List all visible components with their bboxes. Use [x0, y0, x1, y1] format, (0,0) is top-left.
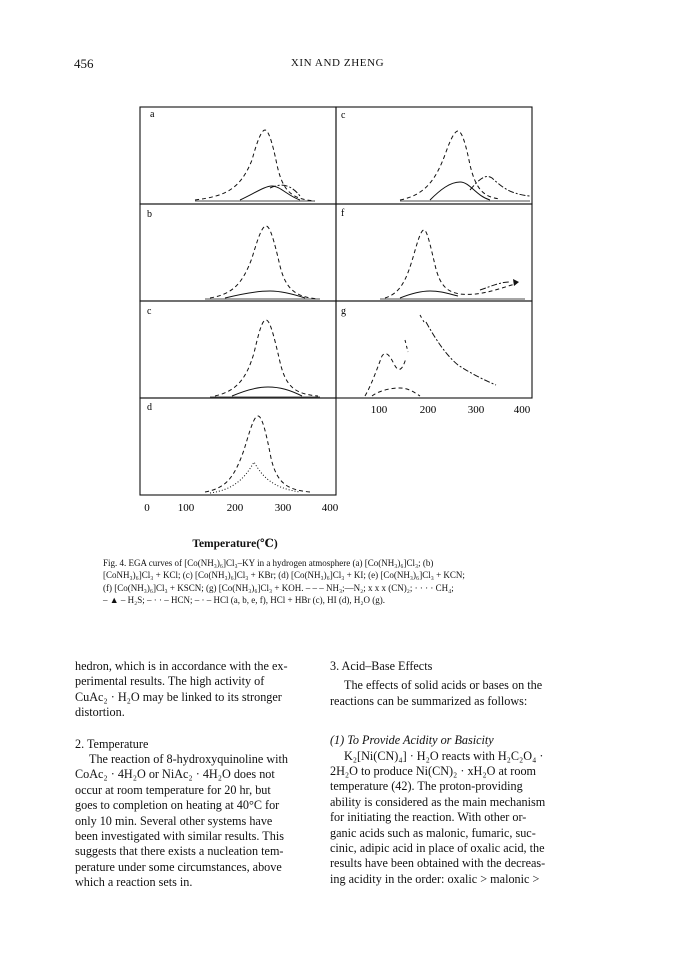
panel-b-curves [205, 226, 320, 299]
panel-label-b: b [147, 209, 152, 220]
caption-line: [CoNH₃)₆]Cl₃ + KCl; (c) [Co(NH₃)₆]Cl₃ + KBr; (d) [Co(NH₃)₆]Cl₃ + KI; (e) [Co(NH₃)₆]Cl₃ + KCN; [103, 570, 465, 581]
panel-f-curves [380, 230, 525, 299]
panel-f-frame [336, 204, 532, 301]
figure-caption [103, 557, 573, 607]
panel-label-e: c [341, 110, 346, 121]
running-title: XIN AND ZHENG [290, 57, 385, 69]
left-axis-tick-0: 0 [144, 502, 150, 514]
body-line: reactions can be summarized as follows: [330, 693, 528, 708]
body-line: for initiating the reaction. With other or- [330, 810, 527, 825]
body-line: K₂[Ni(CN)₄] · H₂O reacts with H₂C₂O₄ · [344, 748, 544, 763]
right-column [330, 659, 573, 887]
panel-label-d: d [147, 402, 152, 413]
body-line: only 10 min. Several other systems have [75, 813, 273, 828]
body-line: hedron, which is in accordance with the ex- [75, 659, 288, 673]
right-axis-tick-400: 400 [513, 404, 531, 416]
caption-line: (f) [Co(NH₃)₆]Cl₃ + KSCN; (g) [Co(NH₃)₆]Cl₃ + KOH. – – – NH₃;—N₂; x x x (CN)₂; · · · · CH₄; [103, 582, 454, 593]
body-line: 2H₂O to produce Ni(CN)₂ · xH₂O at room [330, 764, 537, 779]
body-line: ganic acids such as malonic, fumaric, suc- [330, 825, 536, 840]
left-axis-tick-400: 400 [321, 502, 339, 514]
body-line: which a reaction sets in. [75, 875, 193, 890]
section-heading: 2. Temperature [75, 736, 149, 751]
body-line: goes to completion on heating at 40°C for [75, 798, 280, 813]
panel-e-frame [336, 107, 532, 204]
body-line: temperature (42). The proton-providing [330, 779, 523, 794]
page-number: 456 [74, 56, 94, 71]
panel-a-curves [195, 130, 315, 201]
panel-g-frame [336, 301, 532, 398]
panel-d-curves [205, 416, 310, 493]
section-heading: 3. Acid–Base Effects [330, 659, 433, 673]
body-line: ability is considered as the main mechanism [330, 794, 546, 809]
panel-g-curves [365, 315, 496, 396]
caption-line: – ▲ – H₂S; – · · – HCN; – · – HCl (a, b, e, f), HCl + HBr (c), HI (d), H₂O (g). [103, 595, 385, 606]
left-axis-tick-200: 200 [226, 502, 244, 514]
panel-b-frame [140, 204, 336, 301]
body-line: results have been obtained with the decreas- [330, 856, 546, 871]
body-line: distortion. [75, 705, 125, 720]
right-axis-tick-200: 200 [419, 404, 437, 416]
body-line: ing acidity in the order: oxalic > malonic > [330, 871, 540, 886]
panel-c-frame [140, 301, 336, 398]
body-line: suggests that there exists a nucleation tem- [75, 844, 284, 859]
panel-label-g: g [341, 306, 346, 317]
body-line: occur at room temperature for 20 hr, but [75, 782, 271, 797]
left-axis-tick-300: 300 [274, 502, 292, 514]
body-line: been investigated with similar results. This [75, 829, 284, 844]
panel-a-frame [140, 107, 336, 204]
subsection-heading: (1) To Provide Acidity or Basicity [330, 733, 494, 748]
panel-label-c: c [147, 306, 152, 317]
panel-e-curves [400, 131, 530, 201]
caption-line: Fig. 4. EGA curves of [Co(NH₃)₆]Cl₃–KY in a hydrogen atmosphere (a) [Co(NH₃)₆]Cl₃; (b) [103, 558, 434, 568]
left-column [75, 659, 318, 891]
body-line: cinic, adipic acid in place of oxalic acid, the [330, 841, 545, 856]
body-line: CuAc₂ · H₂O may be linked to its stronger [75, 689, 282, 704]
x-axis-title: Temperature(℃) [192, 538, 278, 550]
body-line: The reaction of 8-hydroxyquinoline with [89, 752, 289, 767]
right-axis-tick-300: 300 [467, 404, 485, 416]
body-line: CoAc₂ · 4H₂O or NiAc₂ · 4H₂O does not [75, 767, 275, 782]
left-axis-tick-100: 100 [177, 502, 195, 514]
body-line: The effects of solid acids or bases on the [344, 678, 543, 693]
panel-label-f: f [341, 208, 345, 219]
body-line: perature under some circumstances, above [75, 859, 282, 874]
panel-d-frame [140, 398, 336, 495]
panel-label-a: a [150, 109, 155, 120]
panel-c-curves [210, 320, 320, 397]
right-axis-tick-100: 100 [370, 404, 388, 416]
body-line: perimental results. The high activity of [75, 674, 265, 689]
